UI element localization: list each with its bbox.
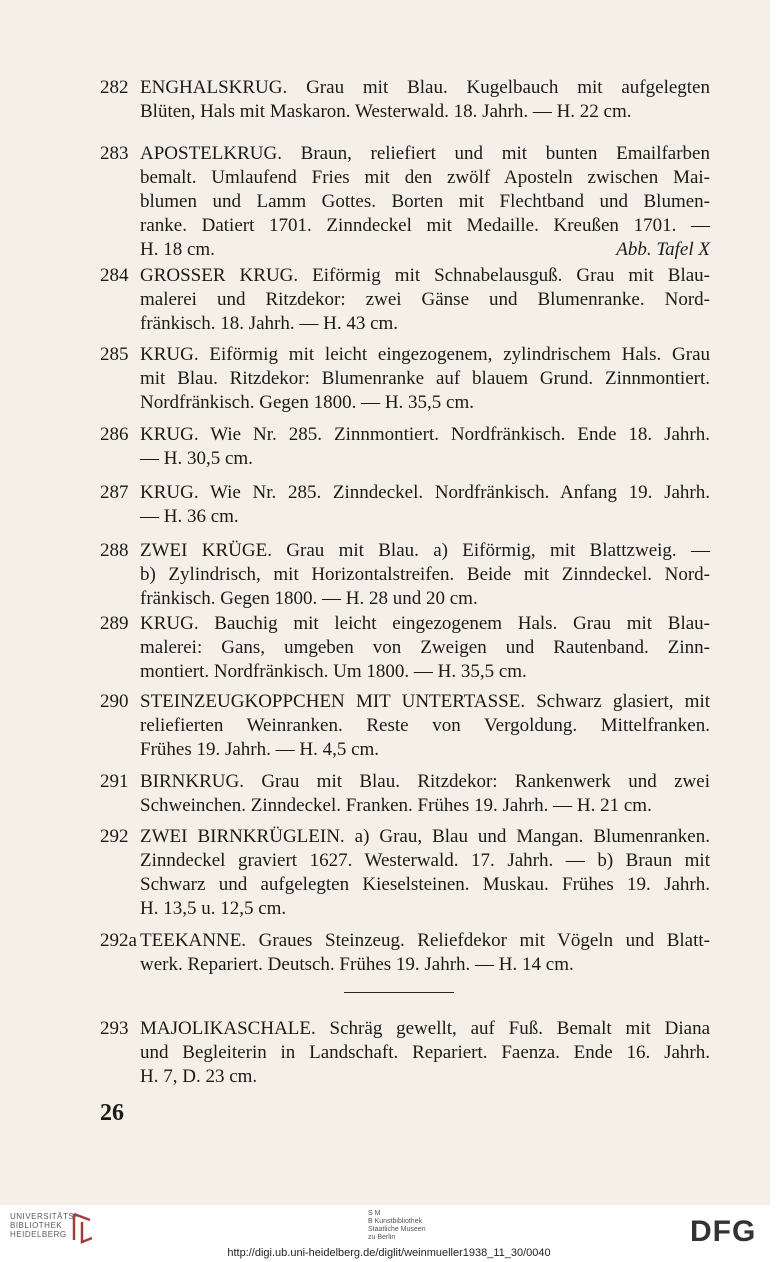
entry-number: 292a — [100, 930, 137, 951]
logo-text-line: BIBLIOTHEK — [10, 1221, 63, 1230]
entry-285 — [100, 343, 710, 415]
entry-number: 289 — [100, 613, 129, 634]
university-library-logo[interactable] — [10, 1212, 77, 1239]
figure-caption: Abb. Tafel X — [616, 239, 710, 260]
entry-line: bemalt. Umlaufend Fries mit den zwölf Aposteln zwischen Mai- — [140, 167, 710, 188]
entry-284 — [100, 264, 710, 336]
source-url-link[interactable]: http://digi.ub.uni-heidelberg.de/diglit/weinmueller1938_11_30/0040 — [227, 1247, 551, 1259]
entry-line: GROSSER KRUG. Eiförmig mit Schnabelausguß. Grau mit Blau- — [140, 265, 710, 286]
entry-number: 286 — [100, 424, 129, 445]
entry-line: — H. 36 cm. — [140, 506, 239, 527]
logo-text-line: B Kunstbibliothek — [368, 1218, 423, 1225]
entry-283 — [100, 142, 710, 262]
entry-line: H. 7, D. 23 cm. — [140, 1066, 258, 1087]
entry-line: fränkisch. 18. Jahrh. — H. 43 cm. — [140, 313, 399, 334]
logo-text-line: UNIVERSITÄTS- — [10, 1212, 78, 1221]
entry-number: 287 — [100, 482, 129, 503]
page-edge — [770, 0, 778, 1205]
entry-line: blumen und Lamm Gottes. Borten mit Flechtband und Blumen- — [140, 191, 710, 212]
entry-293 — [100, 1017, 710, 1089]
dfg-logo[interactable]: DFG — [690, 1215, 757, 1248]
page-number: 26 — [100, 1100, 124, 1126]
entry-line: Blüten, Hals mit Maskaron. Westerwald. 18. Jahrh. — H. 22 cm. — [140, 101, 632, 122]
entry-number: 292 — [100, 826, 129, 847]
entry-line: ranke. Datiert 1701. Zinndeckel mit Medaille. Kreußen 1701. — — [140, 215, 710, 236]
entry-number: 293 — [100, 1018, 129, 1039]
entry-287 — [100, 481, 710, 529]
entry-line-with-caption — [140, 238, 710, 262]
entry-line: werk. Repariert. Deutsch. Frühes 19. Jahrh. — H. 14 cm. — [140, 954, 574, 975]
entry-line: Frühes 19. Jahrh. — H. 4,5 cm. — [140, 739, 380, 760]
entry-line: MAJOLIKASCHALE. Schräg gewellt, auf Fuß. Bemalt mit Diana — [140, 1018, 710, 1039]
entry-number: 291 — [100, 771, 129, 792]
entry-line: Nordfränkisch. Gegen 1800. — H. 35,5 cm. — [140, 392, 475, 413]
entry-line: ZWEI BIRNKRÜGLEIN. a) Grau, Blau und Mangan. Blumenranken. — [140, 826, 710, 847]
entry-line: Zinndeckel graviert 1627. Westerwald. 17. Jahrh. — b) Braun mit — [140, 850, 710, 871]
entry-line: H. 13,5 u. 12,5 cm. — [140, 898, 287, 919]
entry-line: montiert. Nordfränkisch. Um 1800. — H. 35,5 cm. — [140, 661, 527, 682]
university-mark-icon — [70, 1212, 96, 1244]
entry-289 — [100, 612, 710, 684]
entry-line: Schweinchen. Zinndeckel. Franken. Frühes 19. Jahrh. — H. 21 cm. — [140, 795, 652, 816]
entry-line: fränkisch. Gegen 1800. — H. 28 und 20 cm. — [140, 588, 478, 609]
entry-number: 285 — [100, 344, 129, 365]
entry-line: STEINZEUGKOPPCHEN MIT UNTERTASSE. Schwarz glasiert, mit — [140, 691, 710, 712]
entry-line: KRUG. Wie Nr. 285. Zinnmontiert. Nordfränkisch. Ende 18. Jahrh. — [140, 424, 710, 445]
entry-number: 290 — [100, 691, 129, 712]
logo-text-line: zu Berlin — [368, 1234, 396, 1241]
entry-line: H. 18 cm. — [140, 239, 215, 260]
entry-line: — H. 30,5 cm. — [140, 448, 253, 469]
entry-line: KRUG. Eiförmig mit leicht eingezogenem, zylindrischem Hals. Grau — [140, 344, 710, 365]
logo-text-line: HEIDELBERG — [10, 1230, 67, 1239]
entry-number: 283 — [100, 143, 129, 164]
entry-line: malerei und Ritzdekor: zwei Gänse und Blumenranke. Nord- — [140, 289, 710, 310]
entry-line: mit Blau. Ritzdekor: Blumenranke auf blauem Grund. Zinnmontiert. — [140, 368, 710, 389]
entry-line: ENGHALSKRUG. Grau mit Blau. Kugelbauch mit aufgelegten — [140, 77, 710, 98]
entry-286 — [100, 423, 710, 471]
entry-line: und Begleiterin in Landschaft. Repariert. Faenza. Ende 16. Jahrh. — [140, 1042, 710, 1063]
entry-291 — [100, 770, 710, 818]
entry-292a — [100, 929, 710, 977]
entry-288 — [100, 539, 710, 611]
entry-number: 288 — [100, 540, 129, 561]
logo-text-line: Staatliche Museen — [368, 1226, 426, 1233]
entry-line: b) Zylindrisch, mit Horizontalstreifen. Beide mit Zinndeckel. Nord- — [140, 564, 710, 585]
entry-line: Schwarz und aufgelegten Kieselsteinen. Muskau. Frühes 19. Jahrh. — [140, 874, 710, 895]
entry-line: KRUG. Bauchig mit leicht eingezogenem Hals. Grau mit Blau- — [140, 613, 710, 634]
entry-number: 282 — [100, 77, 129, 98]
entry-line: ZWEI KRÜGE. Grau mit Blau. a) Eiförmig, mit Blattzweig. — — [140, 540, 710, 561]
entry-290 — [100, 690, 710, 762]
entry-line: reliefierten Weinranken. Reste von Vergoldung. Mittelfranken. — [140, 715, 710, 736]
smb-kunstbibliothek-logo[interactable] — [368, 1210, 426, 1242]
entry-282 — [100, 76, 710, 124]
entry-line: KRUG. Wie Nr. 285. Zinndeckel. Nordfränkisch. Anfang 19. Jahrh. — [140, 482, 710, 503]
logo-text-line: S M — [368, 1210, 381, 1217]
entry-292 — [100, 825, 710, 921]
entry-number: 284 — [100, 265, 129, 286]
entry-line: APOSTELKRUG. Braun, reliefiert und mit bunten Emailfarben — [140, 143, 710, 164]
section-divider — [344, 992, 454, 993]
entry-line: BIRNKRUG. Grau mit Blau. Ritzdekor: Rankenwerk und zwei — [140, 771, 710, 792]
entry-line: TEEKANNE. Graues Steinzeug. Reliefdekor mit Vögeln und Blatt- — [140, 930, 710, 951]
entry-line: malerei: Gans, umgeben von Zweigen und Rautenband. Zinn- — [140, 637, 710, 658]
